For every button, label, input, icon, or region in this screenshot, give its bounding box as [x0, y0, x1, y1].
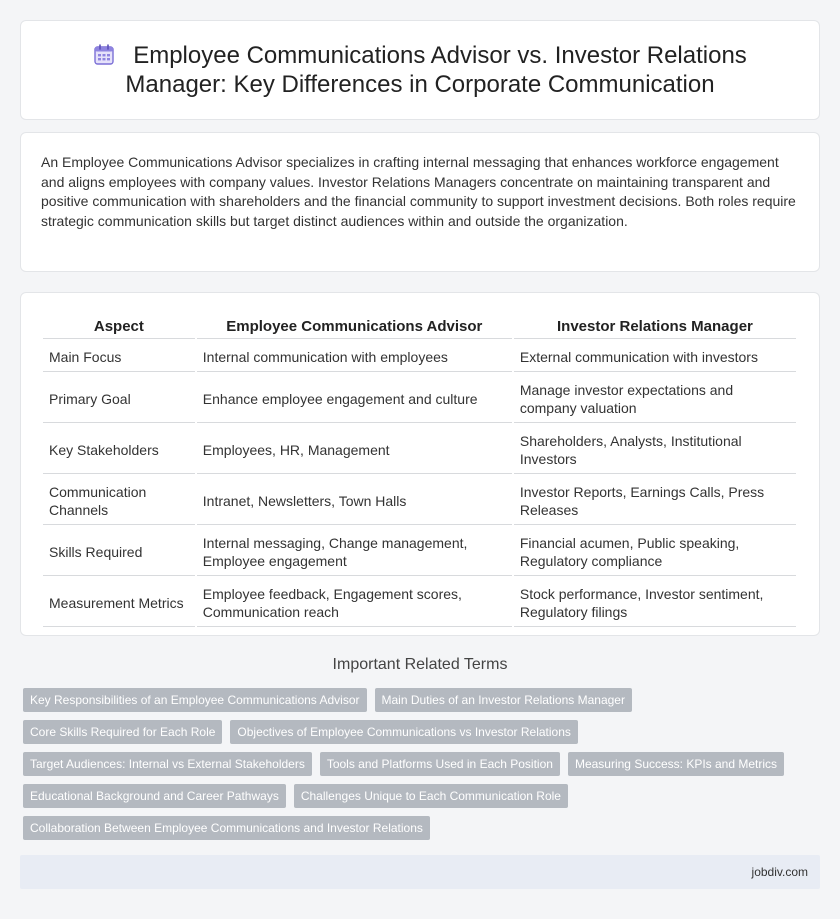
table-row: [43, 578, 796, 627]
related-term-tag[interactable]: Tools and Platforms Used in Each Position: [320, 752, 560, 776]
table-row: [43, 341, 796, 372]
header-employee-communications-advisor: Employee Communications Advisor: [197, 317, 512, 339]
related-term-tag[interactable]: Measuring Success: KPIs and Metrics: [568, 752, 784, 776]
page-title-text: Employee Communications Advisor vs. Investor Relations Manager: Key Differences in Corporate Communication: [125, 42, 747, 98]
related-term-tag[interactable]: Collaboration Between Employee Communications and Investor Relations: [23, 816, 430, 840]
related-term-tag[interactable]: Objectives of Employee Communications vs Investor Relations: [230, 720, 577, 744]
cell-aspect: Measurement Metrics: [43, 578, 195, 627]
related-term-tag[interactable]: Target Audiences: Internal vs External Stakeholders: [23, 752, 312, 776]
cell-manager: Investor Reports, Earnings Calls, Press Releases: [514, 476, 796, 525]
comparison-card: [20, 292, 820, 636]
related-term-tag[interactable]: Challenges Unique to Each Communication Role: [294, 784, 568, 808]
cell-manager: Manage investor expectations and company valuation: [514, 374, 796, 423]
cell-advisor: Enhance employee engagement and culture: [197, 374, 512, 423]
table-row: [43, 527, 796, 576]
page-title: [70, 41, 770, 99]
footer: [20, 855, 820, 889]
cell-advisor: Employees, HR, Management: [197, 425, 512, 474]
related-term-tag[interactable]: Core Skills Required for Each Role: [23, 720, 222, 744]
related-term-tag[interactable]: Educational Background and Career Pathways: [23, 784, 286, 808]
related-terms-title: Important Related Terms: [332, 656, 508, 673]
header-aspect: Aspect: [43, 317, 195, 339]
related-term-tag[interactable]: Key Responsibilities of an Employee Communications Advisor: [23, 688, 367, 712]
cell-aspect: Primary Goal: [43, 374, 195, 423]
comparison-table: [41, 315, 798, 629]
header-investor-relations-manager: Investor Relations Manager: [514, 317, 796, 339]
table-row: [43, 374, 796, 423]
intro-card: [20, 132, 820, 272]
title-wrap: [70, 41, 770, 99]
footer-site-link[interactable]: jobdiv.com: [751, 865, 808, 879]
related-term-tag[interactable]: Main Duties of an Investor Relations Manager: [375, 688, 632, 712]
title-card: [20, 20, 820, 120]
cell-manager: Financial acumen, Public speaking, Regulatory compliance: [514, 527, 796, 576]
table-row: [43, 425, 796, 474]
table-header-row: [43, 317, 796, 339]
cell-aspect: Main Focus: [43, 341, 195, 372]
cell-manager: External communication with investors: [514, 341, 796, 372]
cell-aspect: Communication Channels: [43, 476, 195, 525]
cell-advisor: Internal messaging, Change management, Employee engagement: [197, 527, 512, 576]
cell-advisor: Employee feedback, Engagement scores, Communication reach: [197, 578, 512, 627]
cell-aspect: Key Stakeholders: [43, 425, 195, 474]
cell-aspect: Skills Required: [43, 527, 195, 576]
table-row: [43, 476, 796, 525]
intro-paragraph: An Employee Communications Advisor specializes in crafting internal messaging that enhances workforce engagement and aligns employees with company values. Investor Relations Managers concentrate on maintaining transparent and positive communication with shareholders and the financial community to support investment decisions. Both roles require strategic communication skills but target distinct audiences within and outside the organization.: [41, 154, 796, 229]
cell-manager: Stock performance, Investor sentiment, Regulatory filings: [514, 578, 796, 627]
calendar-icon: [93, 44, 115, 66]
cell-advisor: Internal communication with employees: [197, 341, 512, 372]
cell-advisor: Intranet, Newsletters, Town Halls: [197, 476, 512, 525]
related-terms-list: [23, 688, 803, 840]
cell-manager: Shareholders, Analysts, Institutional Investors: [514, 425, 796, 474]
